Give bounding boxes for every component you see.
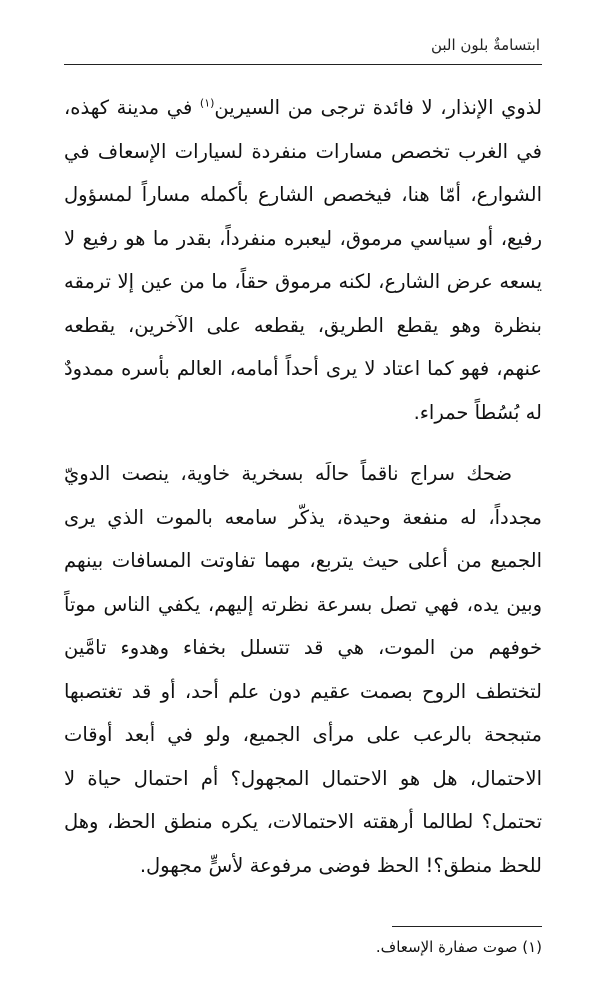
header-rule bbox=[64, 64, 542, 65]
footnote-reference: (١) bbox=[199, 96, 215, 110]
running-header: ابتسامةٌ بلون البن bbox=[430, 36, 540, 54]
footnote-rule bbox=[392, 926, 542, 927]
paragraph-2: ضحك سراج ناقماً حالَه بسخرية خاوية، ينصت الدويّ مجدداً، له منفعة وحيدة، يذكّر سامعه بالموت الذي يرى الجميع من أعلى حيث يتربع، مهما تفاوتت المسافات بينهم وبين يده، فهي تصل بسرعة نظرته إليهم، يكفي الناس موتاً خوفهم من الموت، هي قد تتسلل بخفاء وهدوء تامَّين لتختطف الروح بصمت عقيم دون علم أحد، أو قد تغتصبها متبجحة بالرعب على مرأى الجميع، ولو في أبعد أوقات الاحتمال، هل هو الاحتمال المجهول؟ أم احتمال حياة لا تحتمل؟ لطالما أرهقته الاحتمالات، يكره منطق الحظ، وهل للحظ منطق؟! الحظ فوضى مرفوعة لأسٍّ مجهول. bbox=[64, 462, 542, 877]
paragraph-1-part-1: لذوي الإنذار، لا فائدة ترجى من السيرين bbox=[214, 96, 542, 119]
footnote: (١) صوت صفارة الإسعاف. bbox=[375, 938, 542, 956]
body-text bbox=[64, 86, 542, 887]
paragraph-1-part-2: في مدينة كهذه، في الغرب تخصص مسارات منفردة لسيارات الإسعاف في الشوارع، أمّا هنا، فيخصص الشارع بأكمله مساراً لمسؤول رفيع، أو سياسي مرموق، ليعبره منفرداً، بقدر ما هو رفيع لا يسعه عرض الشارع، لكنه مرموق حقاً، ما من عين إلا ترمقه بنظرة وهو يقطع الطريق، يقطعه على الآخرين، يقطعه عنهم، فهو كما اعتاد لا يرى أحداً أمامه، العالم بأسره ممدودٌ له بُسُطاً حمراء. bbox=[64, 96, 542, 424]
paragraph-1 bbox=[64, 86, 542, 434]
